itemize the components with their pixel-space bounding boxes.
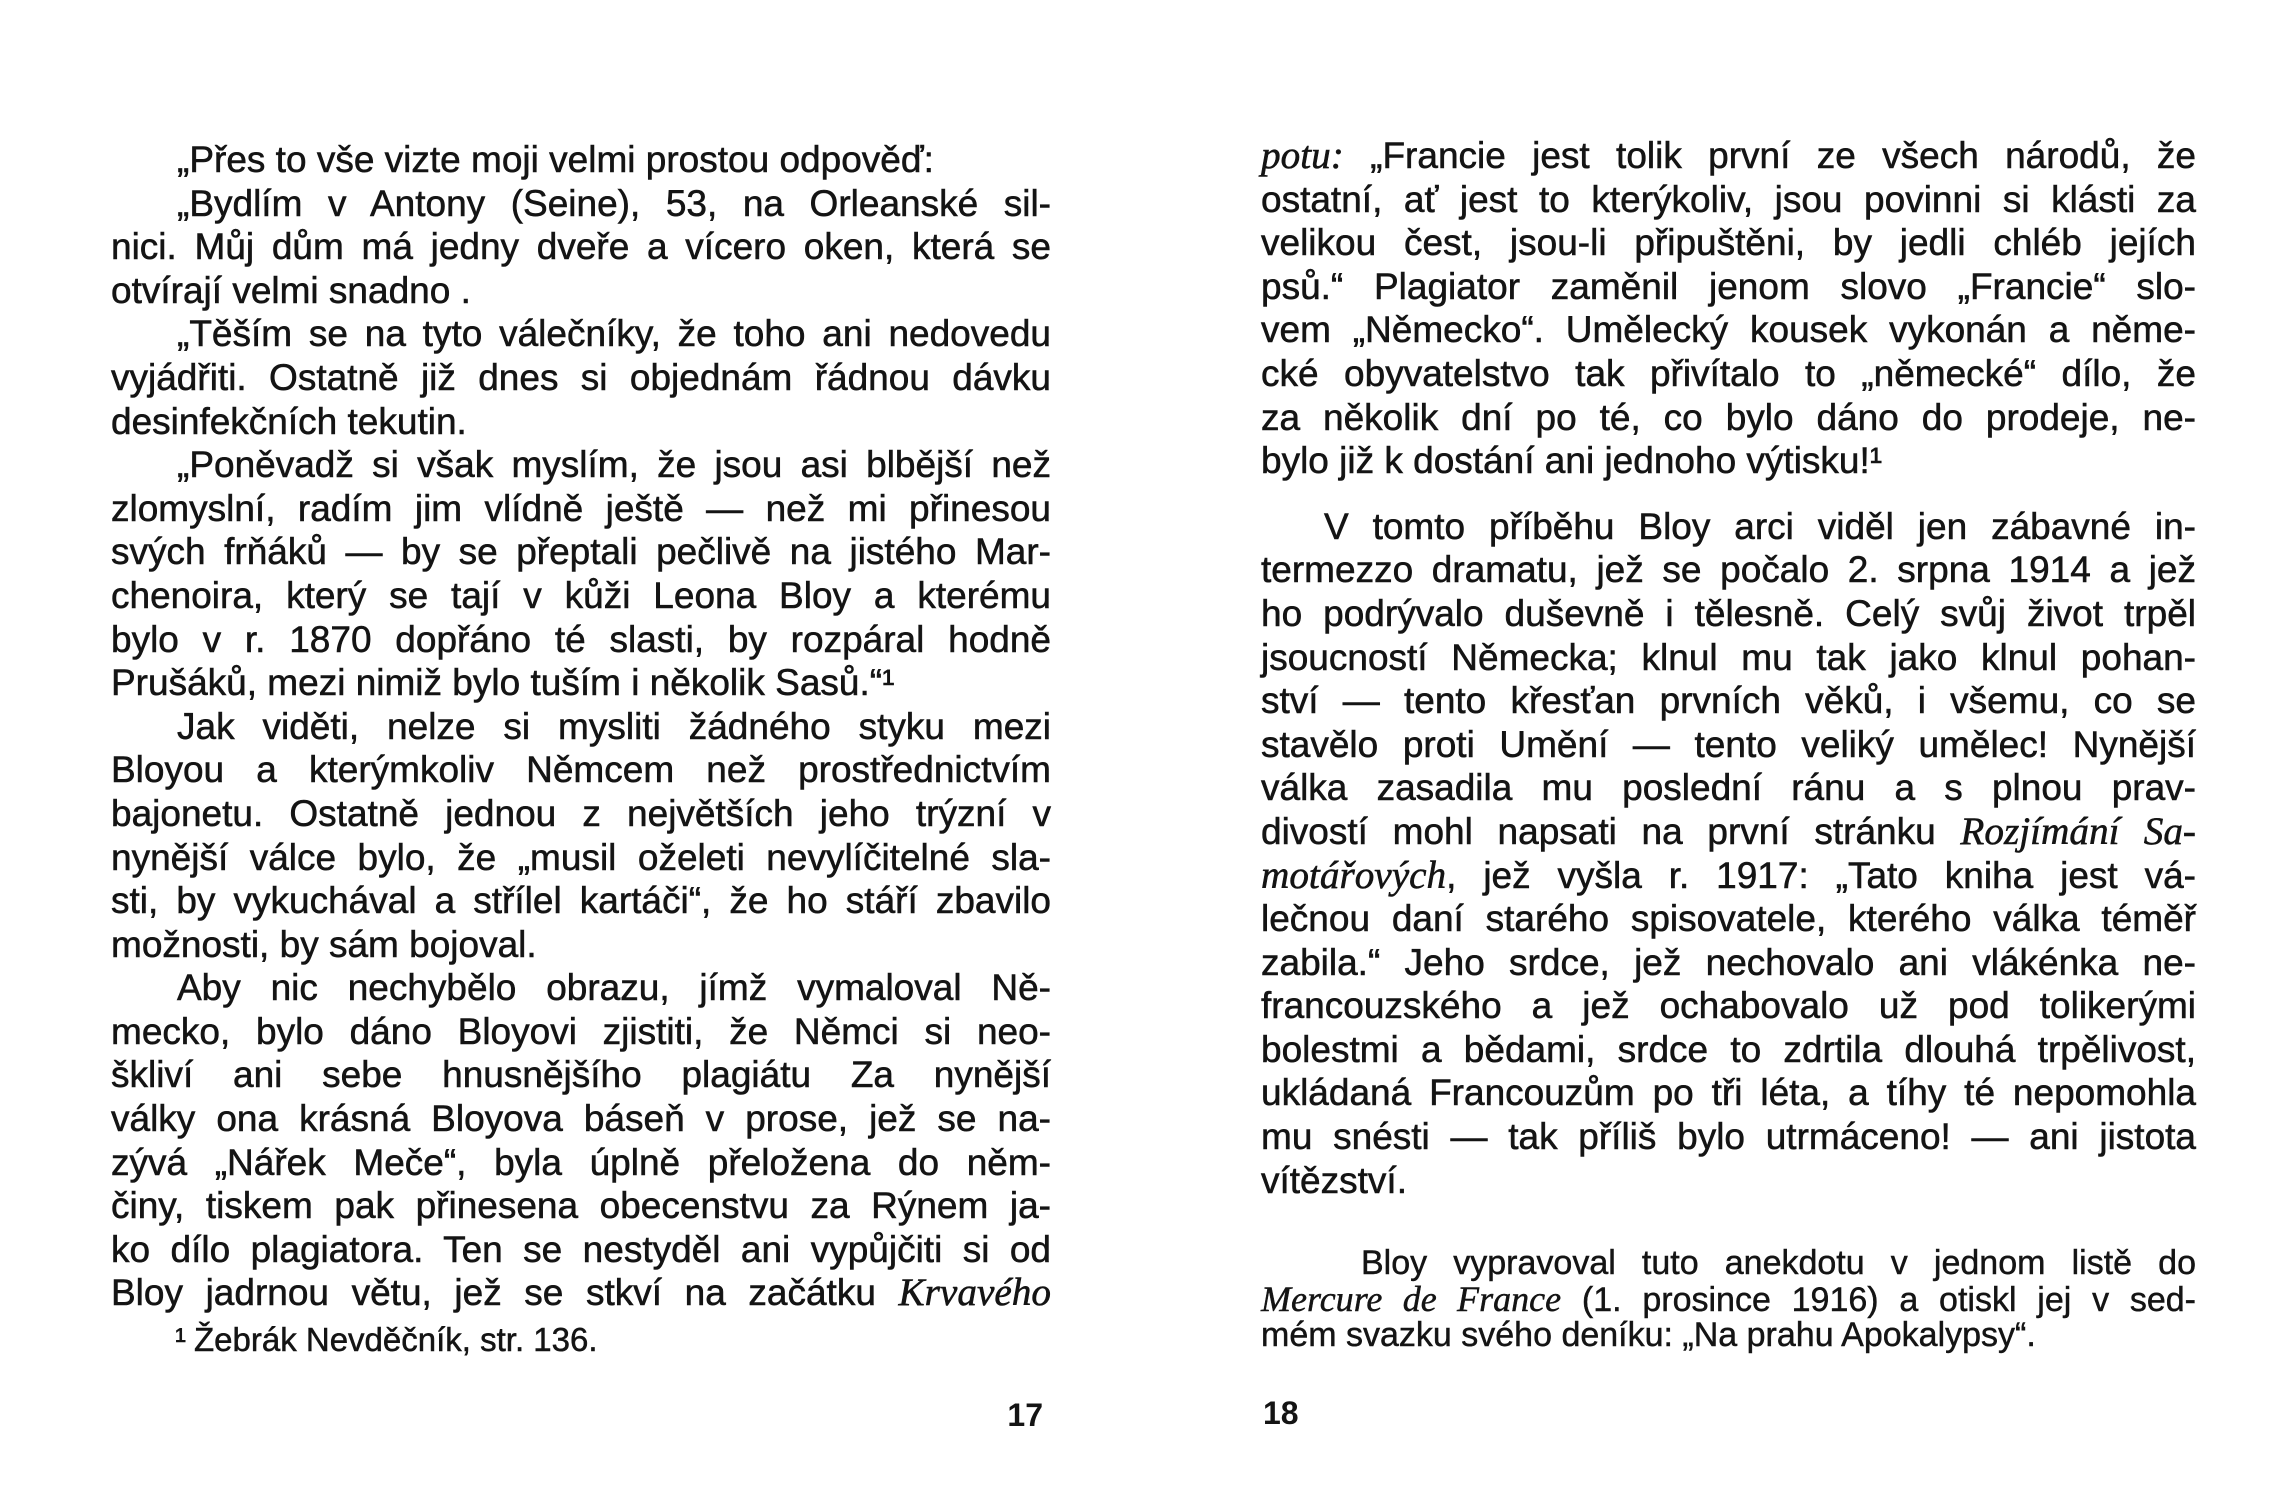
text-line: lečnou daní starého spisovatele, kterého válka téměř xyxy=(1261,898,2196,940)
text-line: chenoira, který se tají v kůži Leona Bloy a kterému xyxy=(111,574,1051,616)
text-segment: , jež vyšla r. 1917: „Tato kniha jest vá- xyxy=(1446,854,2196,896)
text-line: Aby nic nechybělo obrazu, jímž vymaloval Ně- xyxy=(177,967,1051,1009)
left-page-body-text xyxy=(111,138,1051,1315)
text-line: desinfekčních tekutin. xyxy=(111,400,467,442)
text-line: vítězství. xyxy=(1261,1159,1407,1201)
text-line: ho podrývalo duševně i tělesně. Celý svůj život trpěl xyxy=(1261,592,2196,634)
text-line: Prušáků, mezi nimiž bylo tuším i několik Sasů.“¹ xyxy=(111,662,895,704)
text-line: bylo již k dostání ani jednoho výtisku!¹ xyxy=(1261,440,1883,482)
text-segment: divostí mohl napsati na první stránku xyxy=(1261,810,1961,852)
text-line: Bloy vypravoval tuto anekdotu v jednom listě do xyxy=(1361,1244,2196,1282)
paragraph xyxy=(111,138,1051,182)
text-line: ostatní, ať jest to kterýkoliv, jsou povinni si klásti za xyxy=(1261,178,2196,220)
text-line: ukládaná Francouzům po tři léta, a tíhy té nepomohla xyxy=(1261,1072,2196,1114)
right-page-footnote xyxy=(1261,1246,2196,1353)
text-line: možnosti, by sám bojoval. xyxy=(111,923,537,965)
text-line: zlomyslní, radím jim vlídně ještě — než mi přinesou xyxy=(111,487,1051,529)
footnote-mark: ¹ xyxy=(175,1321,186,1358)
text-line: „Přes to vše vizte moji velmi prostou odpověď: xyxy=(177,139,934,180)
text-line: stavělo proti Umění — tento veliký umělec! Nynější xyxy=(1261,723,2196,765)
emphasized-text: potu: xyxy=(1261,134,1344,177)
text-line: termezzo dramatu, jež se počalo 2. srpna 1914 a jež xyxy=(1261,549,2196,591)
text-line: „Poněvadž si však myslím, že jsou asi blbější než xyxy=(177,444,1051,486)
text-line: nici. Můj dům má jedny dveře a vícero oken, která se xyxy=(111,226,1051,268)
paragraph xyxy=(111,443,1051,705)
text-line: V tomto příběhu Bloy arci viděl jen zábavné in- xyxy=(1324,505,2196,547)
paragraph xyxy=(111,312,1051,443)
text-line: cké obyvatelstvo tak přivítalo to „německé“ dílo, že xyxy=(1261,352,2196,394)
text-line: války ona krásná Bloyova báseň v prose, jež se na- xyxy=(111,1098,1051,1140)
paragraph xyxy=(111,705,1051,967)
text-line: zabila.“ Jeho srdce, jež nechovalo ani vlákénka ne- xyxy=(1261,941,2196,983)
text-line: mém svazku svého deníku: „Na prahu Apokalypsy“. xyxy=(1261,1316,2036,1354)
footnote-text: Žebrák Nevděčník, str. 136. xyxy=(194,1321,598,1358)
left-page-footnote xyxy=(175,1318,598,1361)
text-line: ství — tento křesťan prvních věků, i všemu, co se xyxy=(1261,680,2196,722)
text-line: Jak viděti, nelze si mysliti žádného styku mezi xyxy=(177,705,1051,747)
text-line: zývá „Nářek Meče“, byla úplně přeložena do něm- xyxy=(111,1141,1051,1183)
text-line: bolestmi a bědami, srdce to zdrtila dlouhá trpělivost, xyxy=(1261,1028,2196,1070)
text-line: psů.“ Plagiator zaměnil jenom slovo „Francie“ slo- xyxy=(1261,265,2196,307)
text-line xyxy=(1261,134,2196,178)
text-line: mu snésti — tak příliš bylo utrmáceno! — ani jistota xyxy=(1261,1116,2196,1158)
text-line: mecko, bylo dáno Bloyovi zjistiti, že Němci si neo- xyxy=(111,1010,1051,1052)
text-segment: Bloy jadrnou větu, jež se stkví na začátku xyxy=(111,1272,899,1314)
text-line: válka zasadila mu poslední ránu a s plnou prav- xyxy=(1261,767,2196,809)
text-line: za několik dní po té, co bylo dáno do prodeje, ne- xyxy=(1261,396,2196,438)
text-line: ko dílo plagiatora. Ten se nestyděl ani vypůjčiti si od xyxy=(111,1228,1051,1270)
text-line: vem „Německo“. Umělecký kousek vykonán a něme- xyxy=(1261,309,2196,351)
text-line: Bloyou a kterýmkoliv Němcem než prostřednictvím xyxy=(111,749,1051,791)
right-page-body-text xyxy=(1261,134,2196,1202)
text-line: jsoucností Německa; klnul mu tak jako klnul pohan- xyxy=(1261,636,2196,678)
text-line: vyjádřiti. Ostatně již dnes si objednám řádnou dávku xyxy=(111,356,1051,398)
text-segment: „Francie jest tolik první ze všech národů, že xyxy=(1343,135,2196,176)
emphasized-text: Mercure de France xyxy=(1261,1279,1562,1319)
emphasized-text: motářových xyxy=(1261,853,1447,897)
page-number: 18 xyxy=(1263,1395,1299,1431)
text-line xyxy=(111,1271,1051,1315)
text-line: otvírají velmi snadno . xyxy=(111,269,471,311)
text-line: činy, tiskem pak přinesena obecenstvu za Rýnem ja- xyxy=(111,1185,1051,1227)
text-line xyxy=(1261,810,2196,854)
emphasized-text: Krvavého xyxy=(898,1271,1051,1315)
text-line: „Těším se na tyto válečníky, že toho ani nedovedu xyxy=(177,313,1051,355)
paragraph xyxy=(111,182,1051,313)
page-number: 17 xyxy=(1007,1397,1043,1433)
text-line: svých frňáků — by se přeptali pečlivě na jistého Mar- xyxy=(111,531,1051,573)
text-line: sti, by vykuchával a střílel kartáči“, že ho stáří zbavilo xyxy=(111,880,1051,922)
text-line: škliví ani sebe hnusnějšího plagiátu Za nynější xyxy=(111,1054,1051,1096)
emphasized-text: Rozjímání Sa- xyxy=(1960,809,2196,853)
text-line xyxy=(1261,854,2196,898)
text-line: bajonetu. Ostatně jednou z největších jeho trýzní v xyxy=(111,792,1051,834)
right-page xyxy=(1136,0,2272,1500)
text-line: velikou čest, jsou-li připuštěni, by jedli chléb jejích xyxy=(1261,222,2196,264)
text-line: „Bydlím v Antony (Seine), 53, na Orleanské sil- xyxy=(177,182,1051,224)
text-line: francouzského a jež ochabovalo už pod tolikerými xyxy=(1261,985,2196,1027)
paragraph xyxy=(111,966,1051,1315)
paragraph xyxy=(1261,505,2196,1203)
text-segment: (1. prosince 1916) a otiskl jej v sed- xyxy=(1561,1281,2196,1319)
text-line: nynější válce bylo, že „musil oželeti nevylíčitelné sla- xyxy=(111,836,1051,878)
paragraph xyxy=(1261,134,2196,483)
text-line: bylo v r. 1870 dopřáno té slasti, by rozpáral hodně xyxy=(111,618,1051,660)
text-line xyxy=(1261,1281,2196,1318)
